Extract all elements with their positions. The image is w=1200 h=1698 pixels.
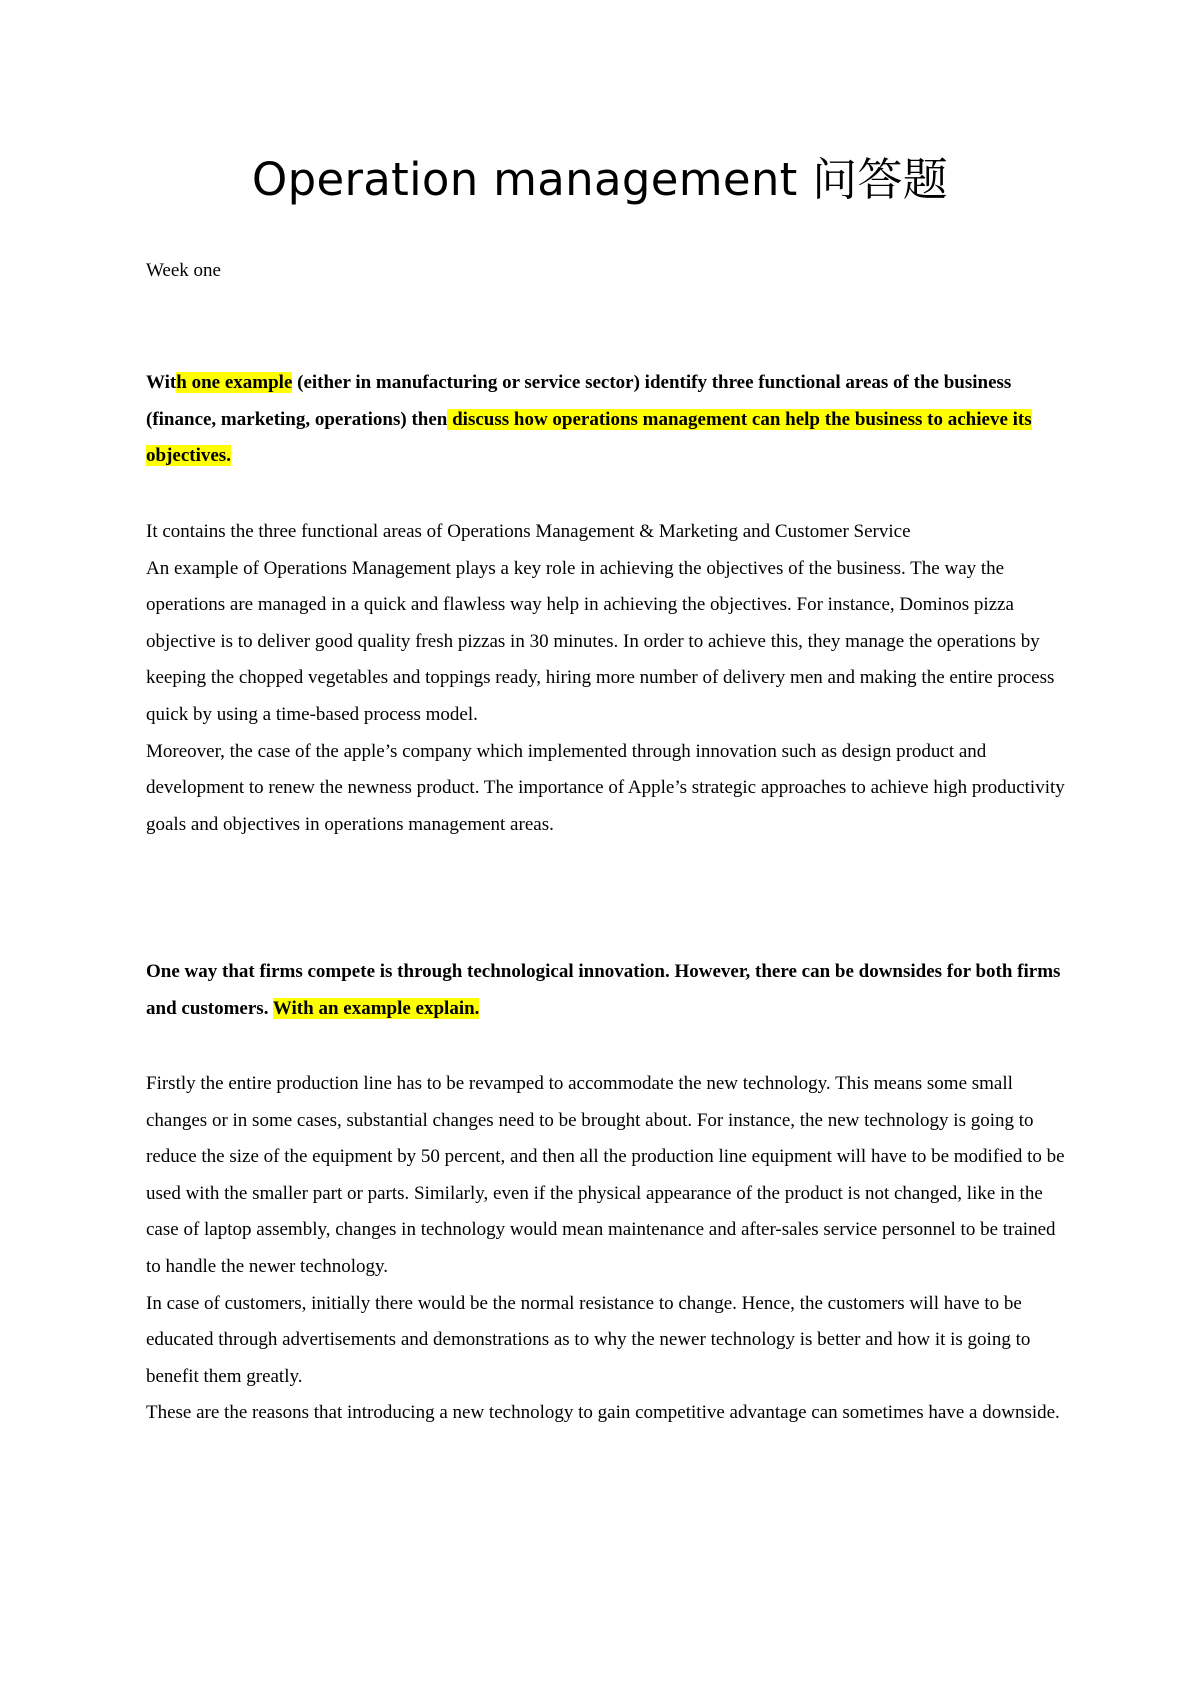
- document-subtitle: Week one: [146, 260, 221, 281]
- answer-two-paragraph-1: Firstly the entire production line has to be revamped to accommodate the new technology. This means some small changes or in some cases, substantial changes need to be brought about. For instance, the new technology is going to reduce the size of the equipment by 50 percent, and then all the production line equipment will have to be modified to be used with the smaller part or parts. Similarly, even if the physical appearance of the product is not changed, like in the case of laptop assembly, changes in technology would mean maintenance and after-sales service personnel to be trained to handle the newer technology.: [146, 1073, 1065, 1277]
- answer-two: [146, 1066, 1066, 1432]
- question-one-highlight-1: h one example: [176, 372, 293, 393]
- answer-one-paragraph-3: Moreover, the case of the apple’s company which implemented through innovation such as design product and development to renew the newness product. The importance of Apple’s strategic approaches to achieve high productivity goals and objectives in operations management areas.: [146, 740, 1065, 835]
- answer-one: [146, 514, 1066, 843]
- answer-one-paragraph-1: It contains the three functional areas of Operations Management & Marketing and Customer Service: [146, 521, 911, 542]
- question-one-highlight-2: discuss how operations management can help the business to achieve its objectives.: [146, 408, 1032, 467]
- document-title: Operation management 问答题: [251, 153, 949, 206]
- answer-one-paragraph-2: An example of Operations Management plays a key role in achieving the objectives of the business. The way the operations are managed in a quick and flawless way help in achieving the objectives. For instance, Dominos pizza objective is to deliver good quality fresh pizzas in 30 minutes. In order to achieve this, they manage the operations by keeping the chopped vegetables and toppings ready, hiring more number of delivery men and making the entire process quick by using a time-based process model.: [146, 557, 1055, 725]
- question-one: [146, 365, 1066, 475]
- question-two-part1: One way that firms compete is through technological innovation. However, there can be downsides for both firms and customers.: [146, 961, 1061, 1019]
- question-two-highlight: With an example explain.: [272, 997, 480, 1019]
- answer-two-paragraph-3: These are the reasons that introducing a new technology to gain competitive advantage can sometimes have a downside.: [146, 1402, 1060, 1424]
- question-one-part3: (either in manufacturing or service sector) identify three functional areas of the business (finance, marketing, operations) then: [146, 372, 1012, 430]
- question-two: [146, 954, 1066, 1027]
- question-one-part1: Wit: [146, 372, 177, 393]
- answer-two-paragraph-2: In case of customers, initially there would be the normal resistance to change. Hence, the customers will have to be educated through advertisements and demonstrations as to why the newer technology is better and how it is going to benefit them greatly.: [146, 1292, 1031, 1387]
